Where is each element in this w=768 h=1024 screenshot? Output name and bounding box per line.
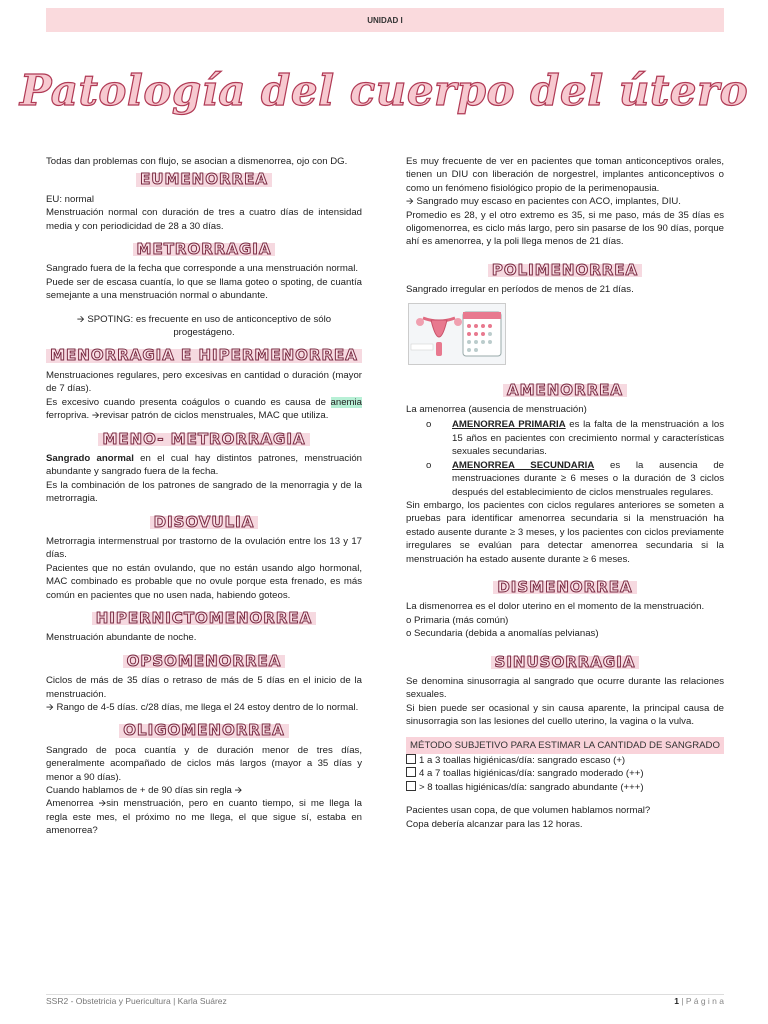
disovulia-line2: Pacientes que no están ovulando, que no están usando algo hormonal, MAC combinado es probable que no ovule porque esta frenado, es más común en pacientes que no usen nada, habiendo goteos. (46, 562, 362, 601)
oligomenorrea-line3: Amenorrea 🡪sin menstruación, pero en cuanto tiempo, si me llega la regla este mes, el próximo no me llega, el que sigue sí, estaba en amenorrea? (46, 798, 362, 837)
section-heading-disovulia: DISOVULIA (46, 516, 362, 531)
dismenorrea-line2: o Primaria (más común) (406, 614, 509, 626)
section-heading-metrorragia: METRORRAGIA (46, 243, 362, 258)
dismenorrea-line1: La dismenorrea es el dolor uterino en el momento de la menstruación. (406, 601, 705, 613)
disovulia-line1: Metrorragia intermenstrual por trastorno de la ovulación entre los 13 y 17 días. (46, 535, 362, 561)
unit-header (46, 8, 724, 32)
checkbox-icon (406, 781, 416, 791)
method-item: 1 a 3 toallas higiénicas/día: sangrado escaso (+) (406, 754, 724, 767)
continuation-line2: 🡪 Sangrado muy escaso en pacientes con ACO, implantes, DIU. (406, 196, 681, 208)
left-column (46, 155, 362, 838)
opsomenorrea-line2: 🡪 Rango de 4-5 días. c/28 días, me llega el 24 estoy dentro de lo normal. (46, 702, 359, 713)
method-question: Pacientes usan copa, de que volumen hablamos normal? (406, 805, 651, 817)
amenorrea-list (406, 418, 724, 498)
eumenorrea-line1: EU: normal (46, 193, 94, 205)
list-item: o AMENORREA PRIMARIA es la falta de la menstruación a los 15 años en pacientes con crecimiento normal y características sexuales secundarias. (426, 419, 724, 458)
method-item: 4 a 7 toallas higiénicas/día: sangrado moderado (++) (406, 767, 724, 780)
amenorrea-line1: La amenorrea (ausencia de menstruación) (406, 404, 587, 416)
uterus-icon (409, 304, 505, 364)
uterus-calendar-illustration (408, 303, 506, 365)
metrorragia-line2: Puede ser de escasa cuantía, lo que se llama goteo o spoting, de cuantía semejante a una menstruación normal o abundante. (46, 276, 362, 302)
section-heading-amenorrea: AMENORREA (406, 384, 724, 399)
highlight-anemia: anemia (330, 396, 362, 408)
sinusorragia-line1: Se denomina sinusorragia al sangrado que ocurre durante las relaciones sexuales. (406, 675, 724, 701)
section-heading-hipernictomenorrea: HIPERNICTOMENORREA (46, 612, 362, 627)
section-heading-menorragia: MENORRAGIA E HIPERMENORREA (46, 349, 362, 364)
hipernictomenorrea-line1: Menstruación abundante de noche. (46, 632, 197, 644)
method-box-title: MÉTODO SUBJETIVO PARA ESTIMAR LA CANTIDAD DE SANGRADO (406, 737, 724, 754)
polimenorrea-line1: Sangrado irregular en períodos de menos de 21 días. (406, 284, 634, 296)
footer-page-number: 1 | P á g i n a (674, 996, 724, 1006)
continuation-line3: Promedio es 28, y el otro extremo es 35, si me paso, más de 35 días es oligomenorrea, es ciclo más largo, pero sin pasarse de los 90 días, porque ahí es amenorrea, y la poli llega menos de 21 días. (406, 209, 724, 248)
opsomenorrea-line1: Ciclos de más de 35 días o retraso de más de 5 días en el inicio de la menstruación. (46, 675, 362, 700)
method-answer: Copa debería alcanzar para las 12 horas. (406, 818, 583, 830)
sinusorragia-line2: Si bien puede ser ocasional y sin causa aparente, la principal causa de sinusorragia son las lesiones del cuello uterino, la vagina o la vulva. (406, 702, 724, 728)
intro-text: Todas dan problemas con flujo, se asocian a dismenorrea, ojo con DG. (46, 156, 348, 167)
footer-credit: SSR2 - Obstetricia y Puericultura | Karla Suárez (46, 996, 227, 1006)
section-heading-oligomenorrea: OLIGOMENORREA (46, 724, 362, 739)
section-heading-sinusorragia: SINUSORRAGIA (406, 656, 724, 671)
right-column (406, 155, 724, 831)
menometrorragia-line1: Sangrado anormal en el cual hay distintos patrones, menstruación abundante y sangrado fuera de la fecha. (46, 452, 362, 478)
dismenorrea-line3: o Secundaria (debida a anomalías pelvianas) (406, 628, 599, 640)
footer-divider (46, 994, 724, 995)
metrorragia-note: 🡪 SPOTING: es frecuente en uso de anticonceptivo de sólo progestágeno. (76, 313, 332, 339)
menorragia-line2: Es excesivo cuando presenta coágulos o cuando es causa de anemia ferropriva. 🡪revisar patrón de ciclos menstruales, MAC que utiliza. (46, 396, 362, 422)
list-item: o AMENORREA SECUNDARIA es la ausencia de menstruaciones durante ≥ 6 meses o la duración de 3 ciclos después del establecimiento de ciclos menstruales regulares. (426, 459, 724, 498)
section-heading-dismenorrea: DISMENORREA (406, 581, 724, 596)
menorragia-line1: Menstruaciones regulares, pero excesivas en cantidad o duración (mayor de 7 días). (46, 369, 362, 395)
checkbox-icon (406, 754, 416, 764)
amenorrea-line2: Sin embargo, los pacientes con ciclos regulares anteriores se someten a pruebas para identificar amenorrea secundaria si la menstruación ha estado ausente durante ≥ 3 meses, y los pacientes con ciclos previamente irregulares se evalúan para detectar amenorrea secundaria si la menstruación ha estado ausente durante ≥ 6 meses. (406, 499, 724, 565)
unit-label: UNIDAD I (367, 15, 403, 25)
section-heading-eumenorrea: EUMENORREA (46, 173, 362, 188)
section-heading-polimenorrea: POLIMENORREA (406, 264, 724, 279)
section-heading-menometrorragia: MENO- METRORRAGIA (46, 433, 362, 448)
menometrorragia-line2: Es la combinación de los patrones de sangrado de la menorragia y de la metrorragia. (46, 479, 362, 505)
oligomenorrea-line1: Sangrado de poca cuantía y de duración menor de tres días, generalmente acompañado de ciclos más largos (mayor a 35 días y menor a 90 días). (46, 744, 362, 783)
method-item: > 8 toallas higiénicas/día: sangrado abundante (+++) (406, 781, 724, 794)
page-title: Patología del cuerpo del útero (19, 66, 749, 115)
oligomenorrea-line2: Cuando hablamos de + de 90 días sin regla 🡪 (46, 785, 243, 797)
eumenorrea-line2: Menstruación normal con duración de tres a cuatro días de intensidad media y con periodicidad de 28 a 30 días. (46, 207, 362, 232)
section-heading-opsomenorrea: OPSOMENORREA (46, 655, 362, 670)
continuation-line1: Es muy frecuente de ver en pacientes que toman anticonceptivos orales, tienen un DIU con liberación de norgestrel, implantes anticonceptivos o como un fenómeno fisiológico propio de la perimenopausia. (406, 156, 724, 194)
metrorragia-line1: Sangrado fuera de la fecha que corresponde a una menstruación normal. (46, 263, 358, 275)
checkbox-icon (406, 767, 416, 777)
